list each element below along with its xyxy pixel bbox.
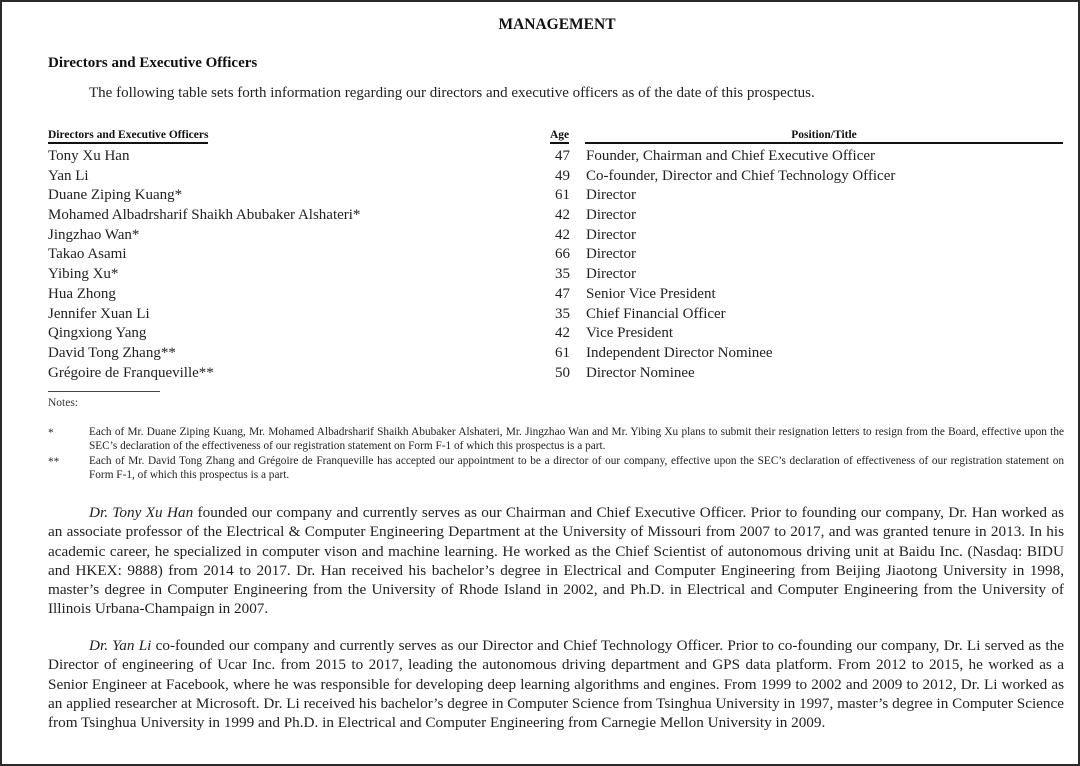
table-row	[2, 187, 1078, 207]
officer-name: Jingzhao Wan*	[48, 226, 140, 243]
document-page	[2, 2, 1078, 764]
notes-divider	[48, 391, 160, 392]
table-row	[2, 246, 1078, 266]
notes-label: Notes:	[48, 397, 79, 409]
officer-position: Vice President	[586, 325, 673, 342]
officers-table	[2, 148, 1078, 384]
footnote-marker: *	[48, 427, 54, 439]
officer-name: Yan Li	[48, 167, 89, 184]
officer-age: 35	[555, 305, 570, 322]
column-header-name: Directors and Executive Officers	[48, 129, 208, 144]
officer-age: 47	[555, 148, 570, 164]
section-heading: Directors and Executive Officers	[48, 55, 258, 71]
intro-paragraph: The following table sets forth information regarding our directors and executive officers as of the date of this prospectus.	[89, 85, 815, 101]
table-row	[2, 207, 1078, 227]
officer-position: Independent Director Nominee	[586, 344, 773, 361]
officer-position: Director	[586, 246, 636, 263]
column-header-position: Position/Title	[585, 129, 1063, 144]
table-row	[2, 286, 1078, 306]
officer-age: 47	[555, 285, 570, 302]
officer-name: Takao Asami	[48, 246, 127, 263]
officer-position: Director	[586, 187, 636, 204]
officer-position: Director Nominee	[586, 364, 695, 381]
officer-age: 66	[555, 246, 570, 263]
officer-position: Director	[586, 266, 636, 283]
officer-age: 42	[555, 226, 570, 243]
table-row	[2, 148, 1078, 168]
officer-position: Senior Vice President	[586, 285, 716, 302]
officer-name: Tony Xu Han	[48, 148, 130, 164]
officer-name: Grégoire de Franqueville**	[48, 364, 214, 381]
bio-name: Dr. Tony Xu Han	[89, 504, 194, 521]
officer-position: Chief Financial Officer	[586, 305, 726, 322]
table-row	[2, 168, 1078, 188]
officer-age: 42	[555, 207, 570, 224]
bio-paragraph-yan-li	[48, 636, 1064, 732]
footnote-marker: **	[48, 456, 60, 468]
table-row	[2, 325, 1078, 345]
officer-name: Hua Zhong	[48, 285, 116, 302]
column-header-age: Age	[550, 129, 569, 144]
officer-name: Jennifer Xuan Li	[48, 305, 150, 322]
officer-age: 42	[555, 325, 570, 342]
bio-name: Dr. Yan Li	[89, 637, 152, 654]
footnote-text: Each of Mr. Duane Ziping Kuang, Mr. Mohamed Albadrsharif Shaikh Abubaker Alshateri, Mr. Jingzhao Wan and Mr. Yibing Xu plans to submit their resignation letters to resign from the Board, effective upon the SEC’s declaration of the effectiveness of our registration statement on Form F-1 of which this prospectus is a part.	[89, 426, 1064, 452]
officer-age: 35	[555, 266, 570, 283]
officer-age: 49	[555, 167, 570, 184]
table-row	[2, 227, 1078, 247]
officer-name: Mohamed Albadrsharif Shaikh Abubaker Alshateri*	[48, 207, 361, 224]
bio-text: founded our company and currently serves as our Chairman and Chief Executive Officer. Prior to founding our company, Dr. Han worked as an associate professor of the Electrical & Computer Engineering Department at the University of Missouri from 2007 to 2017, and was granted tenure in 2013. In his academic career, he specialized in computer vison and machine learning. He worked as the Chief Scientist of autonomous driving unit at Baidu Inc. (Nasdaq: BIDU and HKEX: 9888) from 2014 to 2017. Dr. Han received his bachelor’s degree in Electrical and Computer Engineering from Beijing Jiaotong University in 1998, master’s degree in Computer Engineering from the University of Rhode Island in 2002, and Ph.D. in Electrical and Computer Engineering from the University of Illinois Urbana-Champaign in 2007.	[48, 504, 1065, 618]
bio-text: co-founded our company and currently serves as our Director and Chief Technology Officer. Prior to co-founding our company, Dr. Li served as the Director of engineering of Ucar Inc. from 2015 to 2017, leading the autonomous driving department and GPS data platform. From 2012 to 2015, he worked as a Senior Engineer at Facebook, where he was responsible for developing deep learning algorithms and engines. From 1999 to 2002 and 2009 to 2012, Dr. Li worked as an applied researcher at Microsoft. Dr. Li received his bachelor’s degree in Computer Science from Tsinghua University in 1997, master’s degree in Computer Science from Tsinghua University in 1999 and Ph.D. in Electrical and Computer Engineering from Carnegie Mellon University in 2009.	[48, 637, 1064, 732]
officer-name: Duane Ziping Kuang*	[48, 187, 183, 204]
page-title: MANAGEMENT	[498, 16, 616, 33]
officer-position: Director	[586, 207, 636, 224]
officer-position: Founder, Chairman and Chief Executive Officer	[586, 148, 876, 164]
officer-age: 50	[555, 364, 570, 381]
officer-name: Qingxiong Yang	[48, 325, 147, 342]
officer-age: 61	[555, 344, 570, 361]
officer-age: 61	[555, 187, 570, 204]
footnote-text: Each of Mr. David Tong Zhang and Grégoire de Franqueville has accepted our appointment to be a director of our company, effective upon the SEC’s declaration of effectiveness of our registration statement on Form F-1, of which this prospectus is a part.	[89, 455, 1064, 481]
bio-paragraph-tony-xu-han	[48, 503, 1064, 619]
table-row	[2, 365, 1078, 385]
officer-position: Co-founder, Director and Chief Technology Officer	[586, 167, 896, 184]
table-row	[2, 345, 1078, 365]
officer-name: David Tong Zhang**	[48, 344, 176, 361]
officer-name: Yibing Xu*	[48, 266, 119, 283]
table-row	[2, 306, 1078, 326]
table-row	[2, 266, 1078, 286]
officer-position: Director	[586, 226, 636, 243]
